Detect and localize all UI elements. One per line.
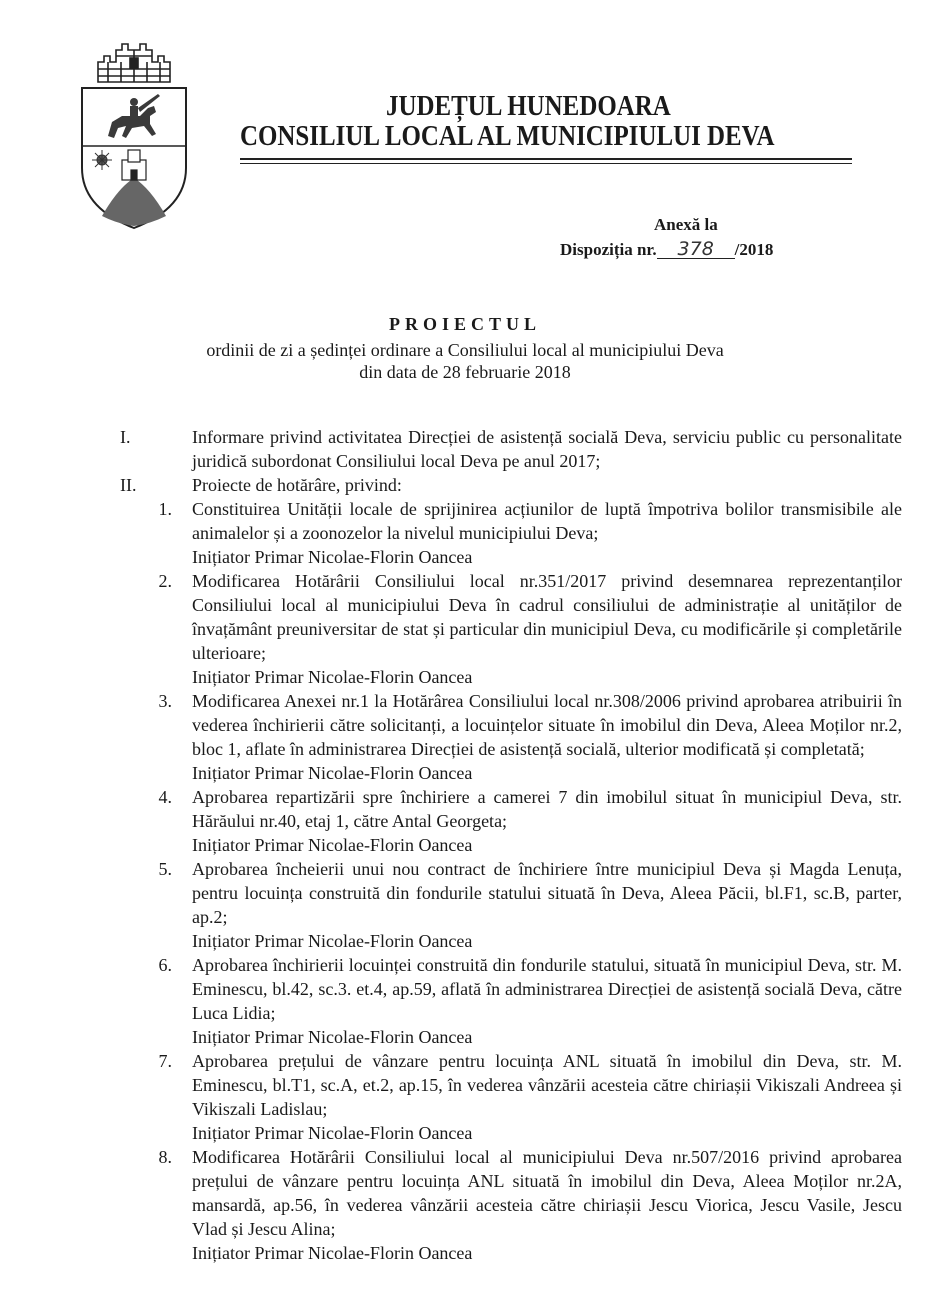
item-text: Aprobarea încheierii unui nou contract de închiriere între municipiul Deva și Magda Lenuța, pentru locuința construită din fondurile statului situată în Deva, Aleea Păcii, bl.F1, sc.B, parter, ap.2; [192,859,902,927]
item-initiator: Inițiator Primar Nicolae-Florin Oancea [192,1027,473,1047]
item-text: Aprobarea închirierii locuinței construită din fondurile statului, situată în municipiul Deva, str. M. Eminescu, bl.42, sc.3. et.4, ap.59, aflată în administrarea Direcției de asistență socială Deva, către Luca Lidia; [192,955,902,1023]
header-rule [240,158,852,160]
item-number: 3. [158,691,172,711]
item-number: 6. [158,955,172,975]
item-initiator: Inițiator Primar Nicolae-Florin Oancea [192,835,473,855]
county-name: JUDEȚUL HUNEDOARA [386,90,671,122]
item-initiator: Inițiator Primar Nicolae-Florin Oancea [192,931,473,951]
item-text: Modificarea Hotărârii Consiliului local nr.351/2017 privind desemnarea reprezentanților Consiliului local al municipiului Deva în cadrul consiliului de administrație al unităților de învațământ preuniversitar de stat și particular din municipiul Deva, cu modificările și completările ulterioare; [192,571,902,663]
mural-crown [98,44,170,82]
item-number: 4. [158,787,172,807]
item-text: Informare privind activitatea Direcției de asistență socială Deva, serviciu public cu personalitate juridică subordonat Consiliului local Deva pe anul 2017; [192,427,902,471]
item-label: I. [120,427,131,447]
project-title: PROIECTUL [388,314,541,334]
item-text: Aprobarea prețului de vânzare pentru locuința ANL situată în imobilul din Deva, str. M. Eminescu, bl.T1, sc.A, et.2, ap.15, în vederea vânzării acesteia către chiriașii Vikiszali Andreea și Vikiszali Ladislau; [192,1051,902,1119]
item-text: Proiecte de hotărâre, privind: [192,475,402,495]
item-initiator: Inițiator Primar Nicolae-Florin Oancea [192,1123,473,1143]
header-rule-thin [240,163,852,164]
agenda-subitem [120,785,902,833]
agenda-item-II [120,473,902,497]
disposition-number: 378 [657,240,735,259]
agenda-subitem [120,857,902,929]
agenda-item-I [120,425,902,473]
council-name: CONSILIUL LOCAL AL MUNICIPIULUI DEVA [240,120,775,152]
item-number: 2. [158,571,172,591]
item-initiator: Inițiator Primar Nicolae-Florin Oancea [192,763,473,783]
agenda-subitem [120,569,902,665]
disposition-year: /2018 [734,240,774,259]
disposition-line [560,240,773,260]
sun [92,150,112,170]
project-subtitle: ordinii de zi a ședinței ordinare a Consiliului local al municipiului Deva [206,340,724,360]
item-text: Modificarea Anexei nr.1 la Hotărârea Consiliului local nr.308/2006 privind aprobarea atribuirii în vederea închirierii către solicitanți, a locuințelor situate în imobilul din Deva, Aleea Moților nr.2, bloc 1, aflate în administrarea Direcției de asistență socială, ulterior modificată și completată; [192,691,902,759]
agenda-subitem [120,497,902,545]
item-text: Constituirea Unității locale de sprijinirea acțiunilor de luptă împotriva bolilor transmisibile ale animalelor și a zoonozelor la nivelul municipiului Deva; [192,499,902,543]
item-initiator: Inițiator Primar Nicolae-Florin Oancea [192,547,473,567]
agenda-subitem [120,953,902,1025]
item-number: 8. [158,1147,172,1167]
item-number: 7. [158,1051,172,1071]
item-number: 1. [158,499,172,519]
agenda-subitem [120,689,902,761]
item-text: Modificarea Hotărârii Consiliului local al municipiului Deva nr.507/2016 privind aprobarea prețului de vânzare pentru locuința ANL situată în imobilul din Deva, Aleea Moților nr.2A, mansardă, ap.56, în vederea vânzării acesteia către chiriașii Jescu Viorica, Jescu Vasile, Jescu Vlad și Jescu Alina; [192,1147,902,1239]
disposition-prefix: Dispoziția nr. [560,240,657,259]
item-label: II. [120,475,137,495]
item-text: Aprobarea repartizării spre închiriere a camerei 7 din imobilul situat în municipiul Deva, str. Hărăului nr.40, etaj 1, către Antal Georgeta; [192,787,902,831]
agenda-list [120,425,902,1265]
deva-coat-of-arms [78,36,190,232]
item-initiator: Inițiator Primar Nicolae-Florin Oancea [192,667,473,687]
agenda-subitem [120,1049,902,1121]
item-initiator: Inițiator Primar Nicolae-Florin Oancea [192,1243,473,1263]
item-number: 5. [158,859,172,879]
agenda-subitem [120,1145,902,1241]
project-date: din data de 28 februarie 2018 [359,362,571,382]
annex-label: Anexă la [654,215,718,234]
